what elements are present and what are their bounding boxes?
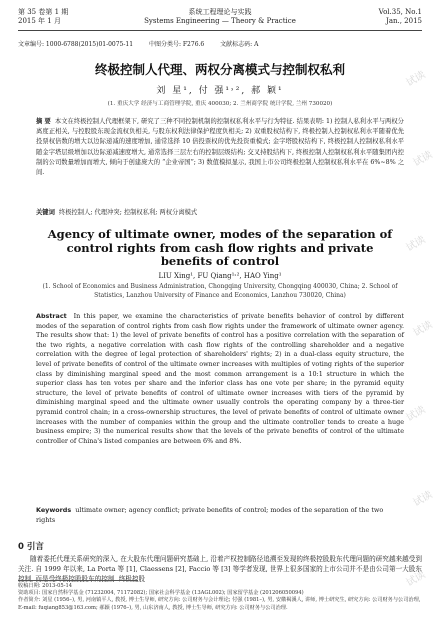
keywords-label-en: Keywords	[36, 506, 72, 514]
journal-name: 系统工程理论与实践	[188, 8, 252, 16]
abstract-en	[36, 312, 404, 446]
issue-date: 2015 年 1 月	[18, 17, 61, 25]
authors-cn: 刘 星¹, 付 强¹˒², 郝 颖¹	[156, 86, 284, 96]
article-meta	[18, 39, 422, 48]
affiliation-cn: (1. 重庆大学 经济与工商管理学院, 重庆 400030; 2. 兰州商学院 统计学院, 兰州 730020)	[107, 101, 333, 107]
section-heading-introduction: 0 引言	[18, 542, 44, 552]
paper-title-cn: 终极控制人代理、两权分离模式与控制权私利	[94, 62, 345, 77]
document-code: 文献标志码: A	[220, 41, 259, 48]
author-bio: 作者简介: 刘星 (1956–), 男, 河南镇平人, 教授, 博士生导师, 研究方向: 公司财务与会计理论; 付强 (1981–), 男, 安徽褐溪人, 讲师, 博士研究生, 研究方向: 公司财务与公司治理, E-mail: fuqiang853@163.com; 郝颖 (1976–), 男, 山东济南人, 教授, 博士生导师, 研究方向: 公司财务与公司治理.	[18, 597, 421, 611]
watermark: 试读	[411, 489, 435, 509]
article-number: 文章编号: 1000-6788(2015)01-0075-11	[18, 41, 134, 48]
header-rule	[18, 30, 422, 31]
footnote-rule	[18, 580, 138, 581]
funding-info: 资助项目: 国家自然科学基金 (71232004, 71172082); 国家社会科学基金 (13AGL002); 国家留学基金 (201206050094)	[18, 590, 304, 597]
keywords-text-cn: 终极控制人; 代理冲突; 控制权私利; 两权分离模式	[58, 209, 198, 216]
abstract-cn	[36, 117, 404, 178]
volume-issue: 第 35 卷第 1 期	[18, 8, 69, 16]
abstract-label-cn: 摘 要	[36, 118, 51, 125]
abstract-text-cn: 本文在终极控制人代理框架下, 研究了三种不同控制机制的控制权私利水平与行为特征. 结果表明: 1) 控制人私利水平与两权分离度正相关, 与控股股东现金流权负相关, 与股东权利法律保护程度负相关; 2) 双重股权结构下, 终极控制人控制权私利水平随着优先投票权倍数的增大以边际递减的速度增加, 通常选择 10 倍投票权的优先投资重模式; 金字塔股权结构下, 终极控制人控制权私利水平随金字塔层级增加以边际递减速度增大, 通常选择三层左右的控制层级结构; 交叉持股结构下, 终极控制人控制权私利水平随集团内控制的公司数量增加而增大, 倾向于创建庞大的 “企业帝国”; 3) 数值模拟显示, 我国上市公司终极控制人控制权私利水平在 6%~8% 之间.	[36, 118, 404, 177]
received-date: 收稿日期: 2013-05-14	[18, 583, 73, 589]
footnote	[18, 583, 422, 612]
authors-en: LIU Xing¹, FU Qiang¹˒², HAO Ying¹	[158, 272, 282, 280]
watermark: 试读	[411, 319, 435, 339]
keywords-text-en: ultimate owner; agency conflict; private benefits of control; modes of the separation of the two rights	[36, 506, 384, 524]
paper-title-en: Agency of ultimate owner, modes of the separation of control rights from cash flow rights and private benefits of control	[47, 227, 393, 268]
watermark: 试读	[411, 149, 435, 169]
journal-name-en: Systems Engineering — Theory & Practice	[144, 17, 296, 25]
keywords-label-cn: 关键词	[36, 209, 55, 216]
watermark: 试读	[404, 234, 428, 254]
issue-date-en: Jan., 2015	[386, 17, 422, 25]
affiliation-en: (1. School of Economics and Business Administration, Chongqing University, Chongqing 400030, China; 2. School of Statistics, Lanzhou University of Finance and Economics, Lanzhou 730020, China)	[42, 283, 398, 299]
watermark: 试读	[404, 569, 428, 589]
watermark: 试读	[404, 404, 428, 424]
keywords-en	[36, 506, 404, 525]
volume-issue-en: Vol.35, No.1	[378, 8, 422, 16]
abstract-label-en: Abstract	[36, 312, 67, 320]
watermark: 试读	[404, 69, 428, 89]
journal-header	[18, 8, 422, 36]
abstract-text-en: In this paper, we examine the characteristics of private benefits behavior of control by different modes of the separation of control rights from cash flow rights under the framework of ultimate owner agency. The results show that: 1) the level of private benefits of control has a positive correlation with the separation of the two rights, a negative correlation with cash flow rights of the controlling shareholder and a negative correlation with the degree of legal protection of shareholders' rights; 2) in a dual-class equity structure, the level of private benefits of control of the ultimate owner increases with multiples of voting rights of the superior class by diminishing marginal speed and the most common arrangement is a 10:1 structure in which the superior class has ten votes per share and the inferior class has one vote per share; in the pyramid equity structure, the level of private benefits of control of ultimate owner increases with tiers of the pyramid by diminishing marginal speed and the ultimate owner usually controls the operating company by a three-tier pyramid control chain; in a cross-ownership structures, the level of private benefits of control of ultimate owner increases with the number of companies within the group and the ultimate controller tends to create a huge business empire; 3) the numerical results show that the levels of the private benefits of control of the ultimate controller of China's listed companies are between 6% and 8%.	[36, 312, 404, 445]
keywords-cn	[36, 207, 404, 216]
introduction-text: 随着委托代理关系研究的深入, 在大股东代理问题研究基础上, 沿着产权控制路径追溯至发现的终极控股股东代理问题的研究越来越受到关注. 自 1999 年以来, La Porta 等 [1], Claessens [2], Faccio 等 [3] 等学者发现, 世界上很多国家的上市公司并不是由公司第一大股东控制, 而是受终极控股股东的控制. 终极控股	[18, 555, 422, 583]
clc-number: 中图分类号: F276.6	[148, 41, 205, 48]
